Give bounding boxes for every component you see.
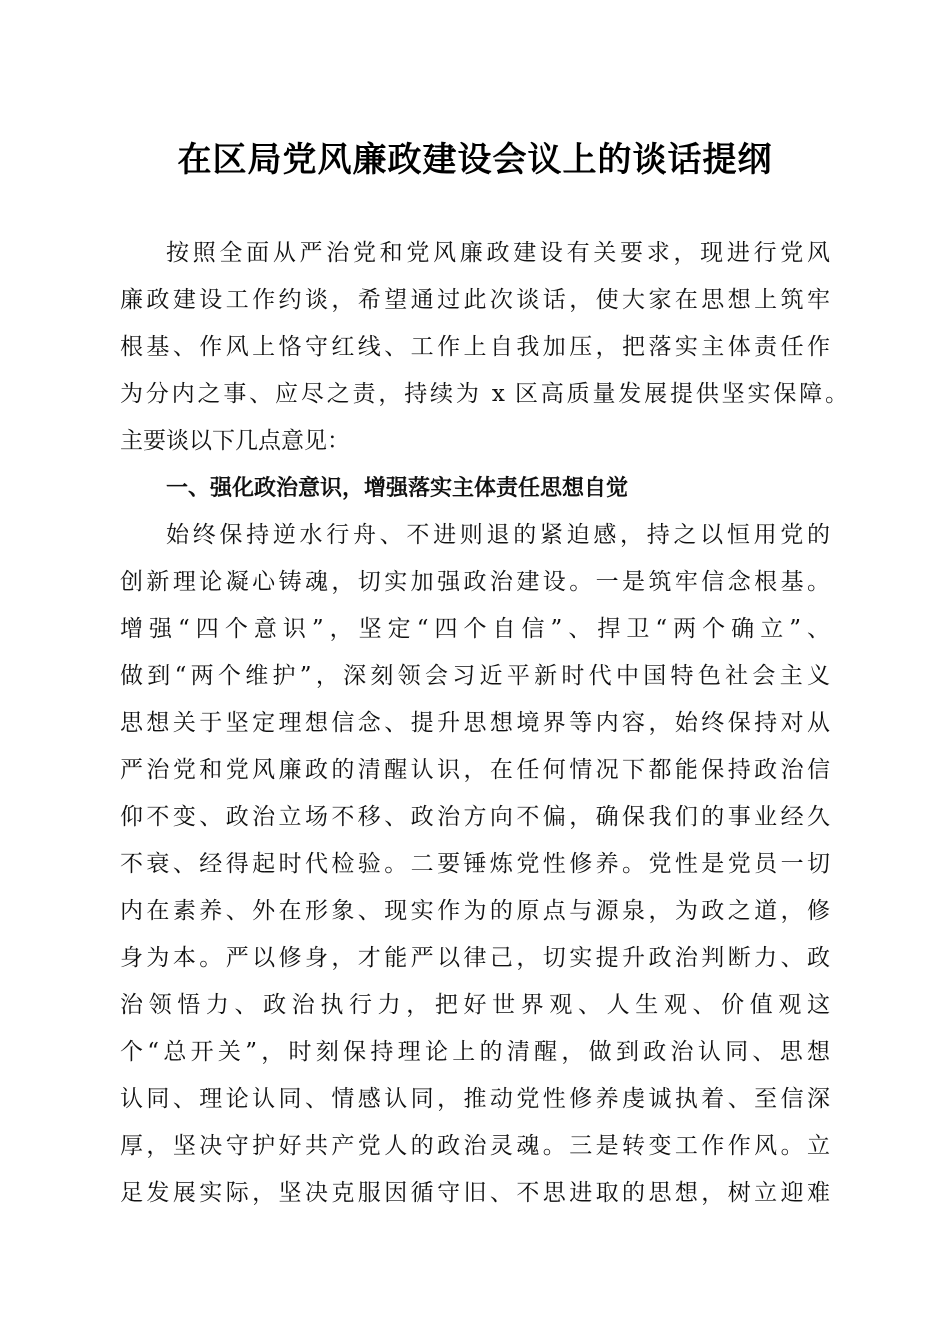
section-line: 创新理论凝心铸魂，切实加强政治建设。一是筑牢信念根基。	[120, 569, 830, 595]
section-line: 认同、理论认同、情感认同，推动党性修养虔诚执着、至信深	[120, 1086, 830, 1112]
intro-line: 根基、作风上恪守红线、工作上自我加压，把落实主体责任作	[120, 334, 830, 360]
document-body	[120, 230, 848, 1217]
section-line: 仰不变、政治立场不移、政治方向不偏，确保我们的事业经久	[120, 804, 830, 830]
section-line: 始终保持逆水行舟、不进则退的紧迫感，持之以恒用党的	[166, 522, 830, 548]
section-line: 严治党和党风廉政的清醒认识，在任何情况下都能保持政治信	[120, 757, 830, 783]
section-line: 身为本。严以修身，才能严以律己，切实提升政治判断力、政	[120, 945, 830, 971]
document-title: 在区局党风廉政建设会议上的谈话提纲	[177, 140, 773, 180]
section-line: 治领悟力、政治执行力，把好世界观、人生观、价值观这	[120, 992, 830, 1018]
section-line: 足发展实际，坚决克服因循守旧、不思进取的思想，树立迎难	[120, 1180, 830, 1206]
intro-line: 廉政建设工作约谈，希望通过此次谈话，使大家在思想上筑牢	[120, 287, 830, 313]
section-line: 内在素养、外在形象、现实作为的原点与源泉，为政之道，修	[120, 898, 830, 924]
section-line: 厚，坚决守护好共产党人的政治灵魂。三是转变工作作风。立	[120, 1133, 830, 1159]
section-line: 思想关于坚定理想信念、提升思想境界等内容，始终保持对从	[120, 710, 830, 736]
intro-line: 按照全面从严治党和党风廉政建设有关要求，现进行党风	[166, 240, 830, 266]
section-line: 个“总开关”，时刻保持理论上的清醒，做到政治认同、思想	[120, 1039, 830, 1065]
section-line: 增强“四个意识”，坚定“四个自信”、捍卫“两个确立”、	[120, 616, 830, 642]
intro-line: 主要谈以下几点意见：	[120, 428, 350, 454]
section-line: 做到“两个维护”，深刻领会习近平新时代中国特色社会主义	[120, 663, 830, 689]
intro-line: 为分内之事、应尽之责，持续为 x 区高质量发展提供坚实保障。	[120, 381, 848, 407]
section-heading: 一、强化政治意识，增强落实主体责任思想自觉	[166, 476, 629, 501]
section-line: 不衰、经得起时代检验。二要锤炼党性修养。党性是党员一切	[120, 851, 830, 877]
